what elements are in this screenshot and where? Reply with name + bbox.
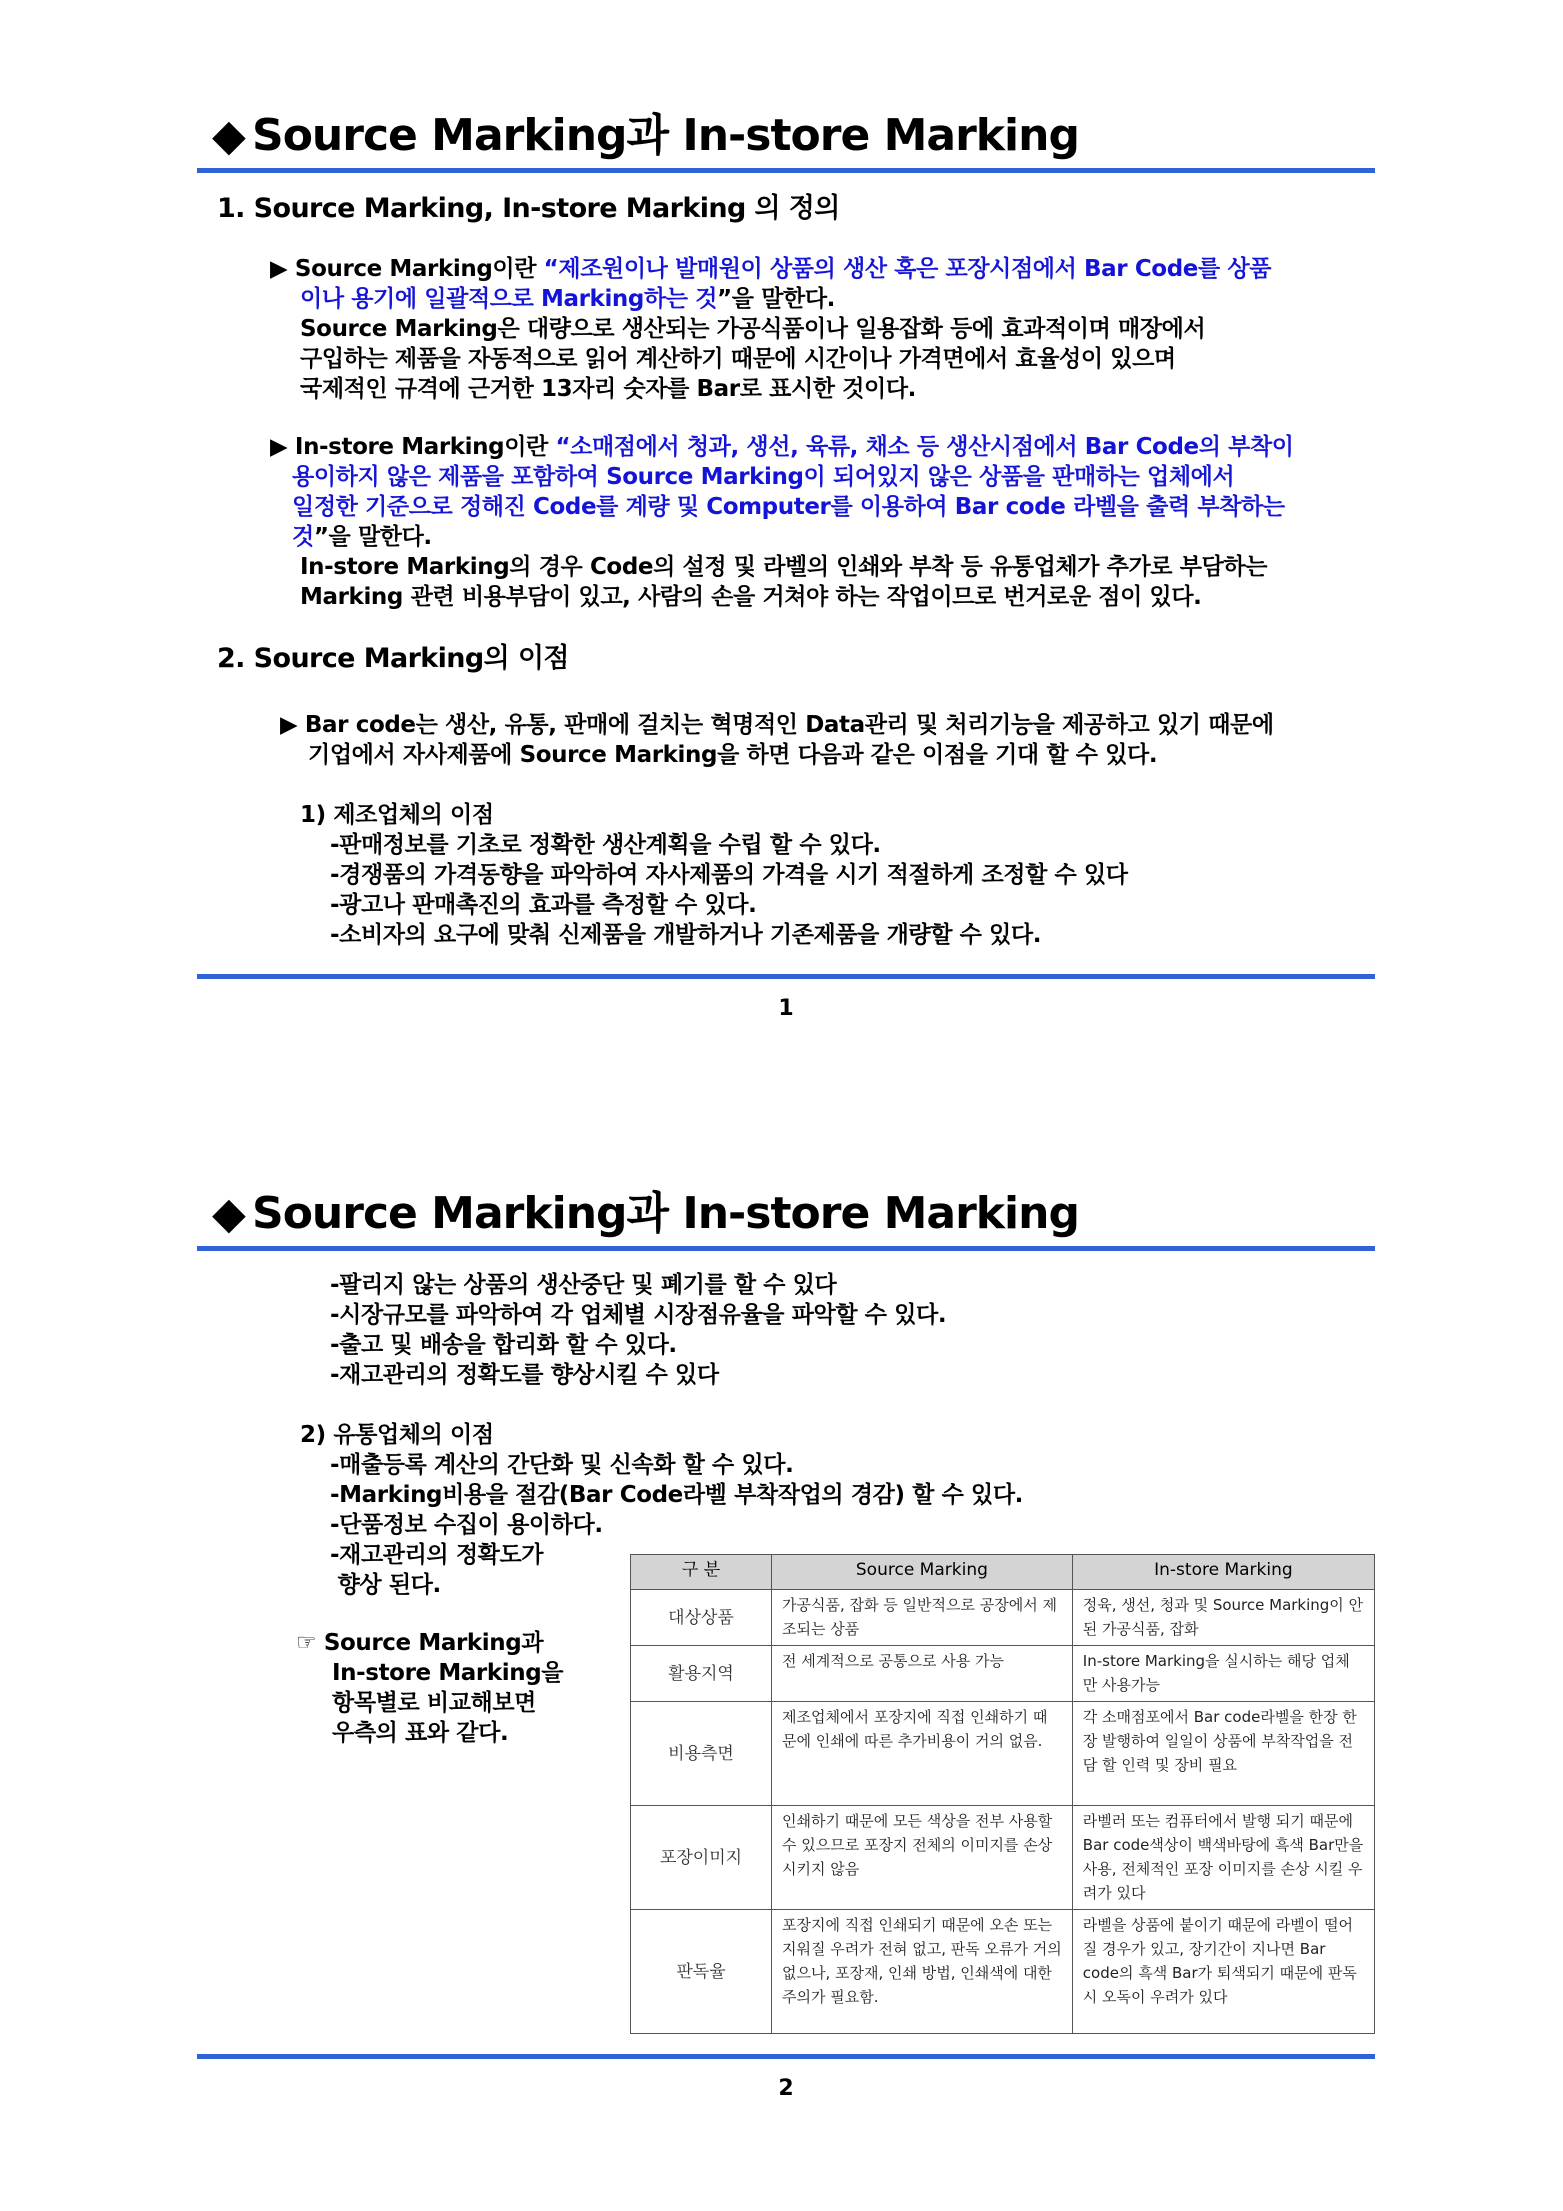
sub1-item-4: -소비자의 요구에 맞춰 신제품을 개발하거나 기존제품을 개량할 수 있다. [330, 922, 1042, 948]
source-cell: 인쇄하기 때문에 모든 색상을 전부 사용할 수 있으므로 포장지 전체의 이미지를 손상 시키지 않음 [772, 1806, 1073, 1910]
sub2-item-1: -매출등록 계산의 간단화 및 신속화 할 수 있다. [330, 1452, 794, 1478]
sub2-item-2: -Marking비용을 절감(Bar Code라벨 부착작업의 경감) 할 수 있다. [330, 1482, 1023, 1508]
bullet3-text1: Bar code는 생산, 유통, 판매에 걸치는 혁명적인 Data관리 및 처리기능을 제공하고 있기 때문에 [304, 712, 1274, 738]
triangle-bullet-icon: ▶ [270, 256, 295, 282]
page1-top-rule [197, 168, 1375, 173]
page2-number: 2 [778, 2076, 794, 2101]
bullet3-line2: 기업에서 자사제품에 Source Marking을 하면 다음과 같은 이점을 기대 할 수 있다. [308, 742, 1158, 768]
bullet1-blue-line1: “제조원이나 발매원이 상품의 생산 혹은 포장시점에서 Bar Code를 상품 [543, 256, 1272, 282]
sub2-item-4: -재고관리의 정확도가 [330, 1542, 544, 1568]
note-text-1: Source Marking과 [323, 1630, 544, 1656]
page1-title [212, 108, 1079, 164]
table-row [631, 1702, 1375, 1806]
source-cell: 제조업체에서 포장지에 직접 인쇄하기 때문에 인쇄에 따른 추가비용이 거의 없음. [772, 1702, 1073, 1806]
sub2-item-5: 향상 된다. [330, 1572, 441, 1598]
section1-heading: 1. Source Marking, In-store Marking 의 정의 [217, 193, 840, 224]
table-header: Source Marking [772, 1555, 1073, 1590]
pointing-hand-icon: ☞ [296, 1630, 324, 1656]
instore-cell: 정육, 생선, 청과 및 Source Marking이 안된 가공식품, 잡화 [1072, 1590, 1374, 1646]
note-line-3: 항목별로 비교해보면 [332, 1690, 536, 1716]
sub1-heading: 1) 제조업체의 이점 [300, 802, 494, 828]
table-header: In-store Marking [1072, 1555, 1374, 1590]
bullet1-prefix: Source Marking이란 [294, 256, 544, 282]
sub2-item-3: -단품정보 수집이 용이하다. [330, 1512, 603, 1538]
sub1-item-2: -경쟁품의 가격동향을 파악하여 자사제품의 가격을 시기 적절하게 조정할 수 있다 [330, 862, 1128, 888]
bullet1-body-3: 국제적인 규격에 근거한 13자리 숫자를 Bar로 표시한 것이다. [300, 376, 916, 402]
bullet2-line1 [270, 432, 1294, 462]
triangle-bullet-icon: ▶ [270, 434, 295, 460]
page2-top-rule [197, 1246, 1375, 1251]
bullet1-line1 [270, 254, 1271, 284]
bullet1-body-2: 구입하는 제품을 자동적으로 읽어 계산하기 때문에 시간이나 가격면에서 효율성이 있으며 [300, 346, 1176, 372]
source-cell: 가공식품, 잡화 등 일반적으로 공장에서 제조되는 상품 [772, 1590, 1073, 1646]
page1-number: 1 [778, 996, 794, 1021]
table-row [631, 1646, 1375, 1702]
bullet1-line2 [300, 284, 835, 314]
row-category: 대상상품 [631, 1590, 772, 1646]
cont-item-2: -시장규모를 파악하여 각 업체별 시장점유율을 파악할 수 있다. [330, 1302, 947, 1328]
bullet3-line1 [280, 710, 1274, 740]
row-category: 포장이미지 [631, 1806, 772, 1910]
page2-title-text: Source Marking과 In-store Marking [252, 1188, 1079, 1239]
note-line-2: In-store Marking을 [332, 1660, 564, 1686]
instore-cell: 라벨러 또는 컴퓨터에서 발행 되기 때문에 Bar code색상이 백색바탕에 흑색 Bar만을 사용, 전체적인 포장 이미지를 손상 시킬 우려가 있다 [1072, 1806, 1374, 1910]
cont-item-4: -재고관리의 정확도를 향상시킬 수 있다 [330, 1362, 719, 1388]
bullet2-blue-line4: 것 [292, 524, 314, 550]
row-category: 판독율 [631, 1910, 772, 2034]
page2-bottom-rule [197, 2054, 1375, 2059]
row-category: 활용지역 [631, 1646, 772, 1702]
page2-title [212, 1186, 1079, 1242]
sub1-item-1: -판매정보를 기초로 정확한 생산계획을 수립 할 수 있다. [330, 832, 881, 858]
table-row [631, 1910, 1375, 2034]
cont-item-1: -팔리지 않는 상품의 생산중단 및 폐기를 할 수 있다 [330, 1272, 837, 1298]
bullet2-line4 [292, 522, 432, 552]
instore-cell: In-store Marking을 실시하는 해당 업체만 사용가능 [1072, 1646, 1374, 1702]
comparison-table [630, 1554, 1375, 2034]
table-header-row [631, 1555, 1375, 1590]
cont-item-3: -출고 및 배송을 합리화 할 수 있다. [330, 1332, 677, 1358]
table-row [631, 1590, 1375, 1646]
bullet2-body-2: Marking 관련 비용부담이 있고, 사람의 손을 거쳐야 하는 작업이므로 번거로운 점이 있다. [300, 584, 1202, 610]
bullet2-body-1: In-store Marking의 경우 Code의 설정 및 라벨의 인쇄와 부착 등 유통업체가 추가로 부담하는 [300, 554, 1268, 580]
instore-cell: 각 소매점포에서 Bar code라벨을 한장 한장 발행하여 일일이 상품에 부착작업을 전담 할 인력 및 장비 필요 [1072, 1702, 1374, 1806]
note-line-4: 우측의 표와 같다. [332, 1720, 509, 1746]
bullet2-blue-line2: 용이하지 않은 제품을 포함하여 Source Marking이 되어있지 않은 상품을 판매하는 업체에서 [292, 464, 1235, 490]
diamond-bullet-icon: ◆ [212, 1188, 245, 1239]
bullet2-blue-line1: “소매점에서 청과, 생선, 육류, 채소 등 생산시점에서 Bar Code의 부착이 [555, 434, 1294, 460]
bullet2-suffix: ”을 말한다. [313, 524, 432, 550]
sub1-item-3: -광고나 판매촉진의 효과를 측정할 수 있다. [330, 892, 757, 918]
source-cell: 전 세계적으로 공통으로 사용 가능 [772, 1646, 1073, 1702]
bullet1-blue-line2: 이나 용기에 일괄적으로 Marking하는 것 [300, 286, 718, 312]
bullet2-prefix: In-store Marking이란 [294, 434, 556, 460]
note-line-1 [296, 1628, 543, 1658]
triangle-bullet-icon: ▶ [280, 712, 305, 738]
bullet1-suffix: ”을 말한다. [717, 286, 835, 312]
source-cell: 포장지에 직접 인쇄되기 때문에 오손 또는 지워질 우려가 전혀 없고, 판독 오류가 거의 없으나, 포장재, 인쇄 방법, 인쇄색에 대한 주의가 필요함. [772, 1910, 1073, 2034]
sub2-heading: 2) 유통업체의 이점 [300, 1422, 494, 1448]
page1-title-text: Source Marking과 In-store Marking [252, 110, 1079, 161]
page1-bottom-rule [197, 974, 1375, 979]
section2-heading: 2. Source Marking의 이점 [217, 643, 569, 674]
instore-cell: 라벨을 상품에 붙이기 때문에 라벨이 떨어질 경우가 있고, 장기간이 지나면 Bar code의 흑색 Bar가 퇴색되기 때문에 판독시 오독이 우려가 있다 [1072, 1910, 1374, 2034]
row-category: 비용측면 [631, 1702, 772, 1806]
bullet2-blue-line3: 일정한 기준으로 정해진 Code를 계량 및 Computer를 이용하여 Bar code 라벨을 출력 부착하는 [292, 494, 1285, 520]
diamond-bullet-icon: ◆ [212, 110, 245, 161]
table-header: 구 분 [631, 1555, 772, 1590]
table-row [631, 1806, 1375, 1910]
bullet1-body-1: Source Marking은 대량으로 생산되는 가공식품이나 일용잡화 등에 효과적이며 매장에서 [300, 316, 1206, 342]
